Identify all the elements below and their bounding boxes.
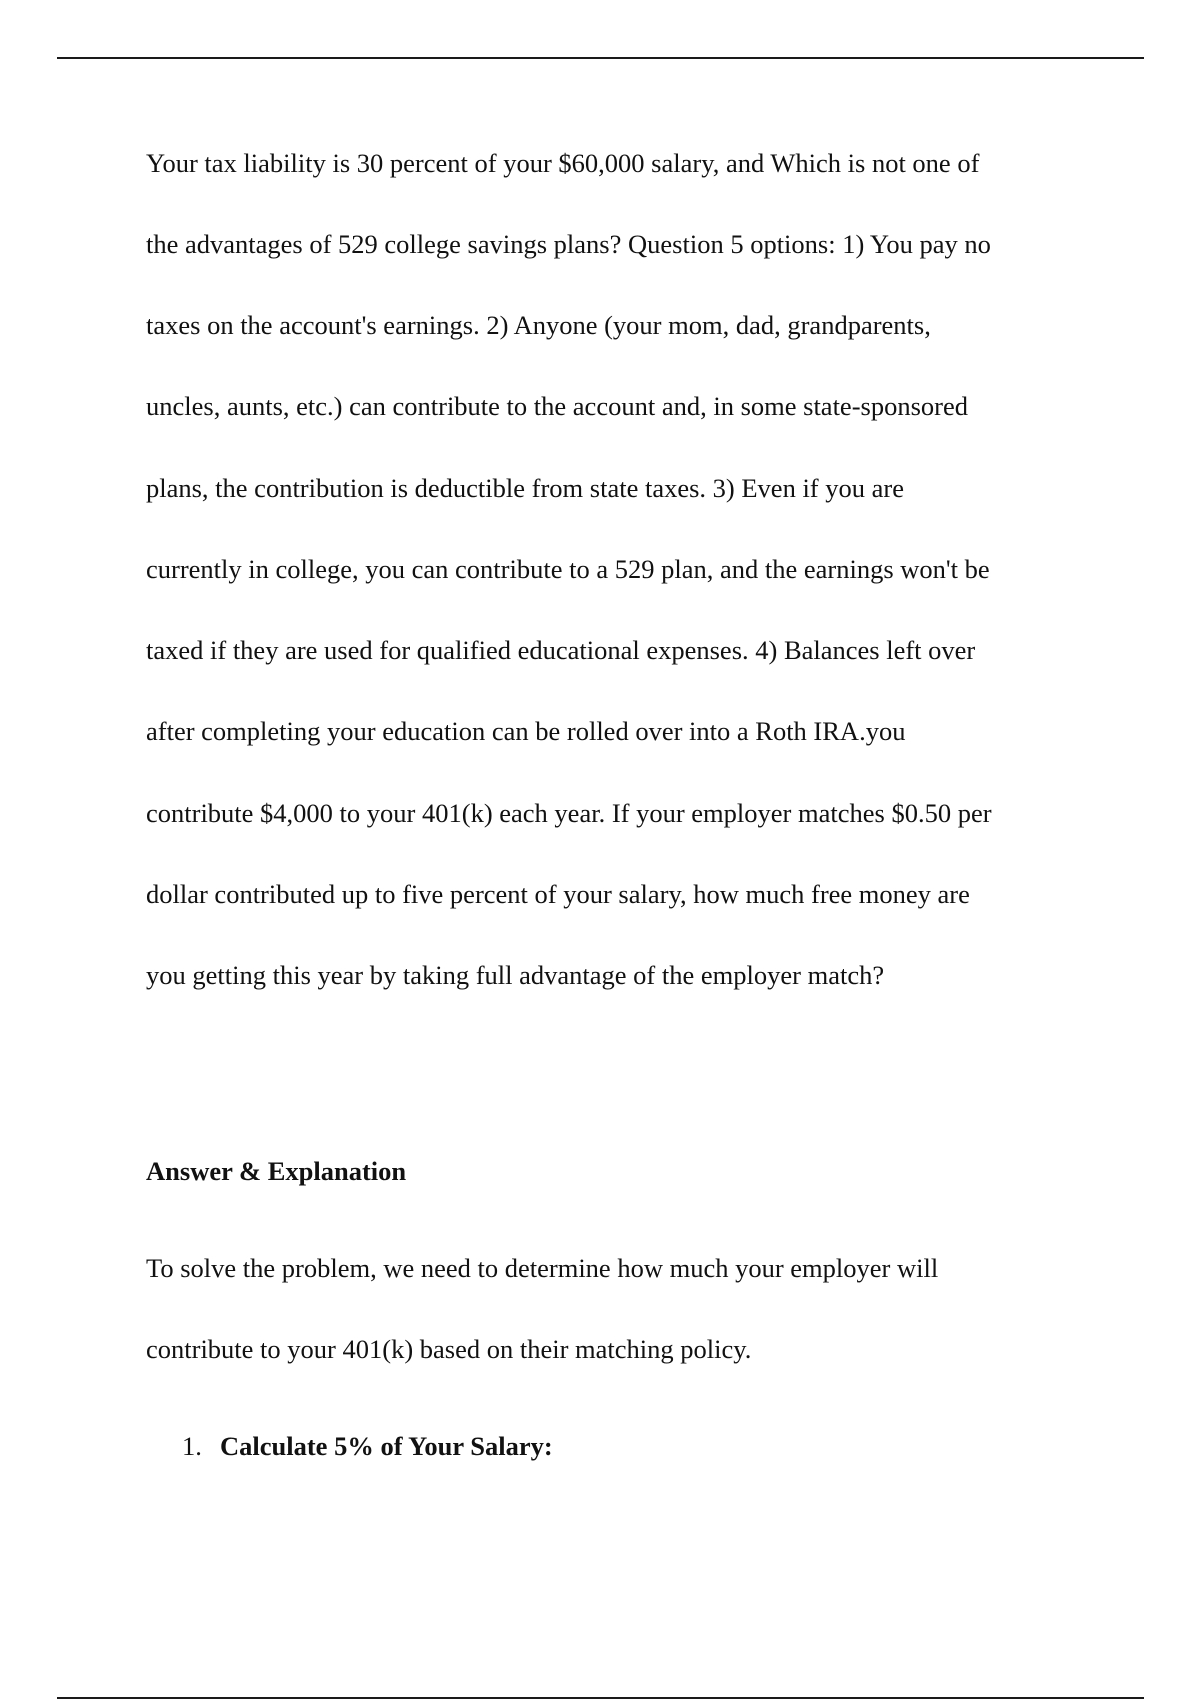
question-line-10: dollar contributed up to five percent of your salary, how much free money are bbox=[146, 879, 970, 909]
answer-intro-line-2: contribute to your 401(k) based on their matching policy. bbox=[146, 1334, 752, 1364]
answer-intro-line-1: To solve the problem, we need to determine how much your employer will bbox=[146, 1253, 939, 1283]
step-item bbox=[182, 1430, 553, 1462]
question-line-7: taxed if they are used for qualified educational expenses. 4) Balances left over bbox=[146, 635, 976, 665]
question-line-3: taxes on the account's earnings. 2) Anyone (your mom, dad, grandparents, bbox=[146, 310, 931, 340]
question-line-5: plans, the contribution is deductible from state taxes. 3) Even if you are bbox=[146, 473, 904, 503]
question-line-11: you getting this year by taking full advantage of the employer match? bbox=[146, 960, 885, 990]
question-line-9: contribute $4,000 to your 401(k) each year. If your employer matches $0.50 per bbox=[146, 798, 992, 828]
step-label: Calculate 5% of Your Salary: bbox=[220, 1431, 553, 1461]
answer-heading: Answer & Explanation bbox=[146, 1156, 407, 1186]
step-number: 1. bbox=[182, 1431, 202, 1461]
footer-rule bbox=[57, 1697, 1144, 1699]
question-line-4: uncles, aunts, etc.) can contribute to the account and, in some state-sponsored bbox=[146, 391, 968, 421]
question-line-8: after completing your education can be rolled over into a Roth IRA.you bbox=[146, 716, 906, 746]
question-line-2: the advantages of 529 college savings plans? Question 5 options: 1) You pay no bbox=[146, 229, 991, 259]
question-line-1: Your tax liability is 30 percent of your $60,000 salary, and Which is not one of bbox=[146, 148, 980, 178]
question-line-6: currently in college, you can contribute to a 529 plan, and the earnings won't be bbox=[146, 554, 990, 584]
header-rule bbox=[57, 57, 1144, 59]
